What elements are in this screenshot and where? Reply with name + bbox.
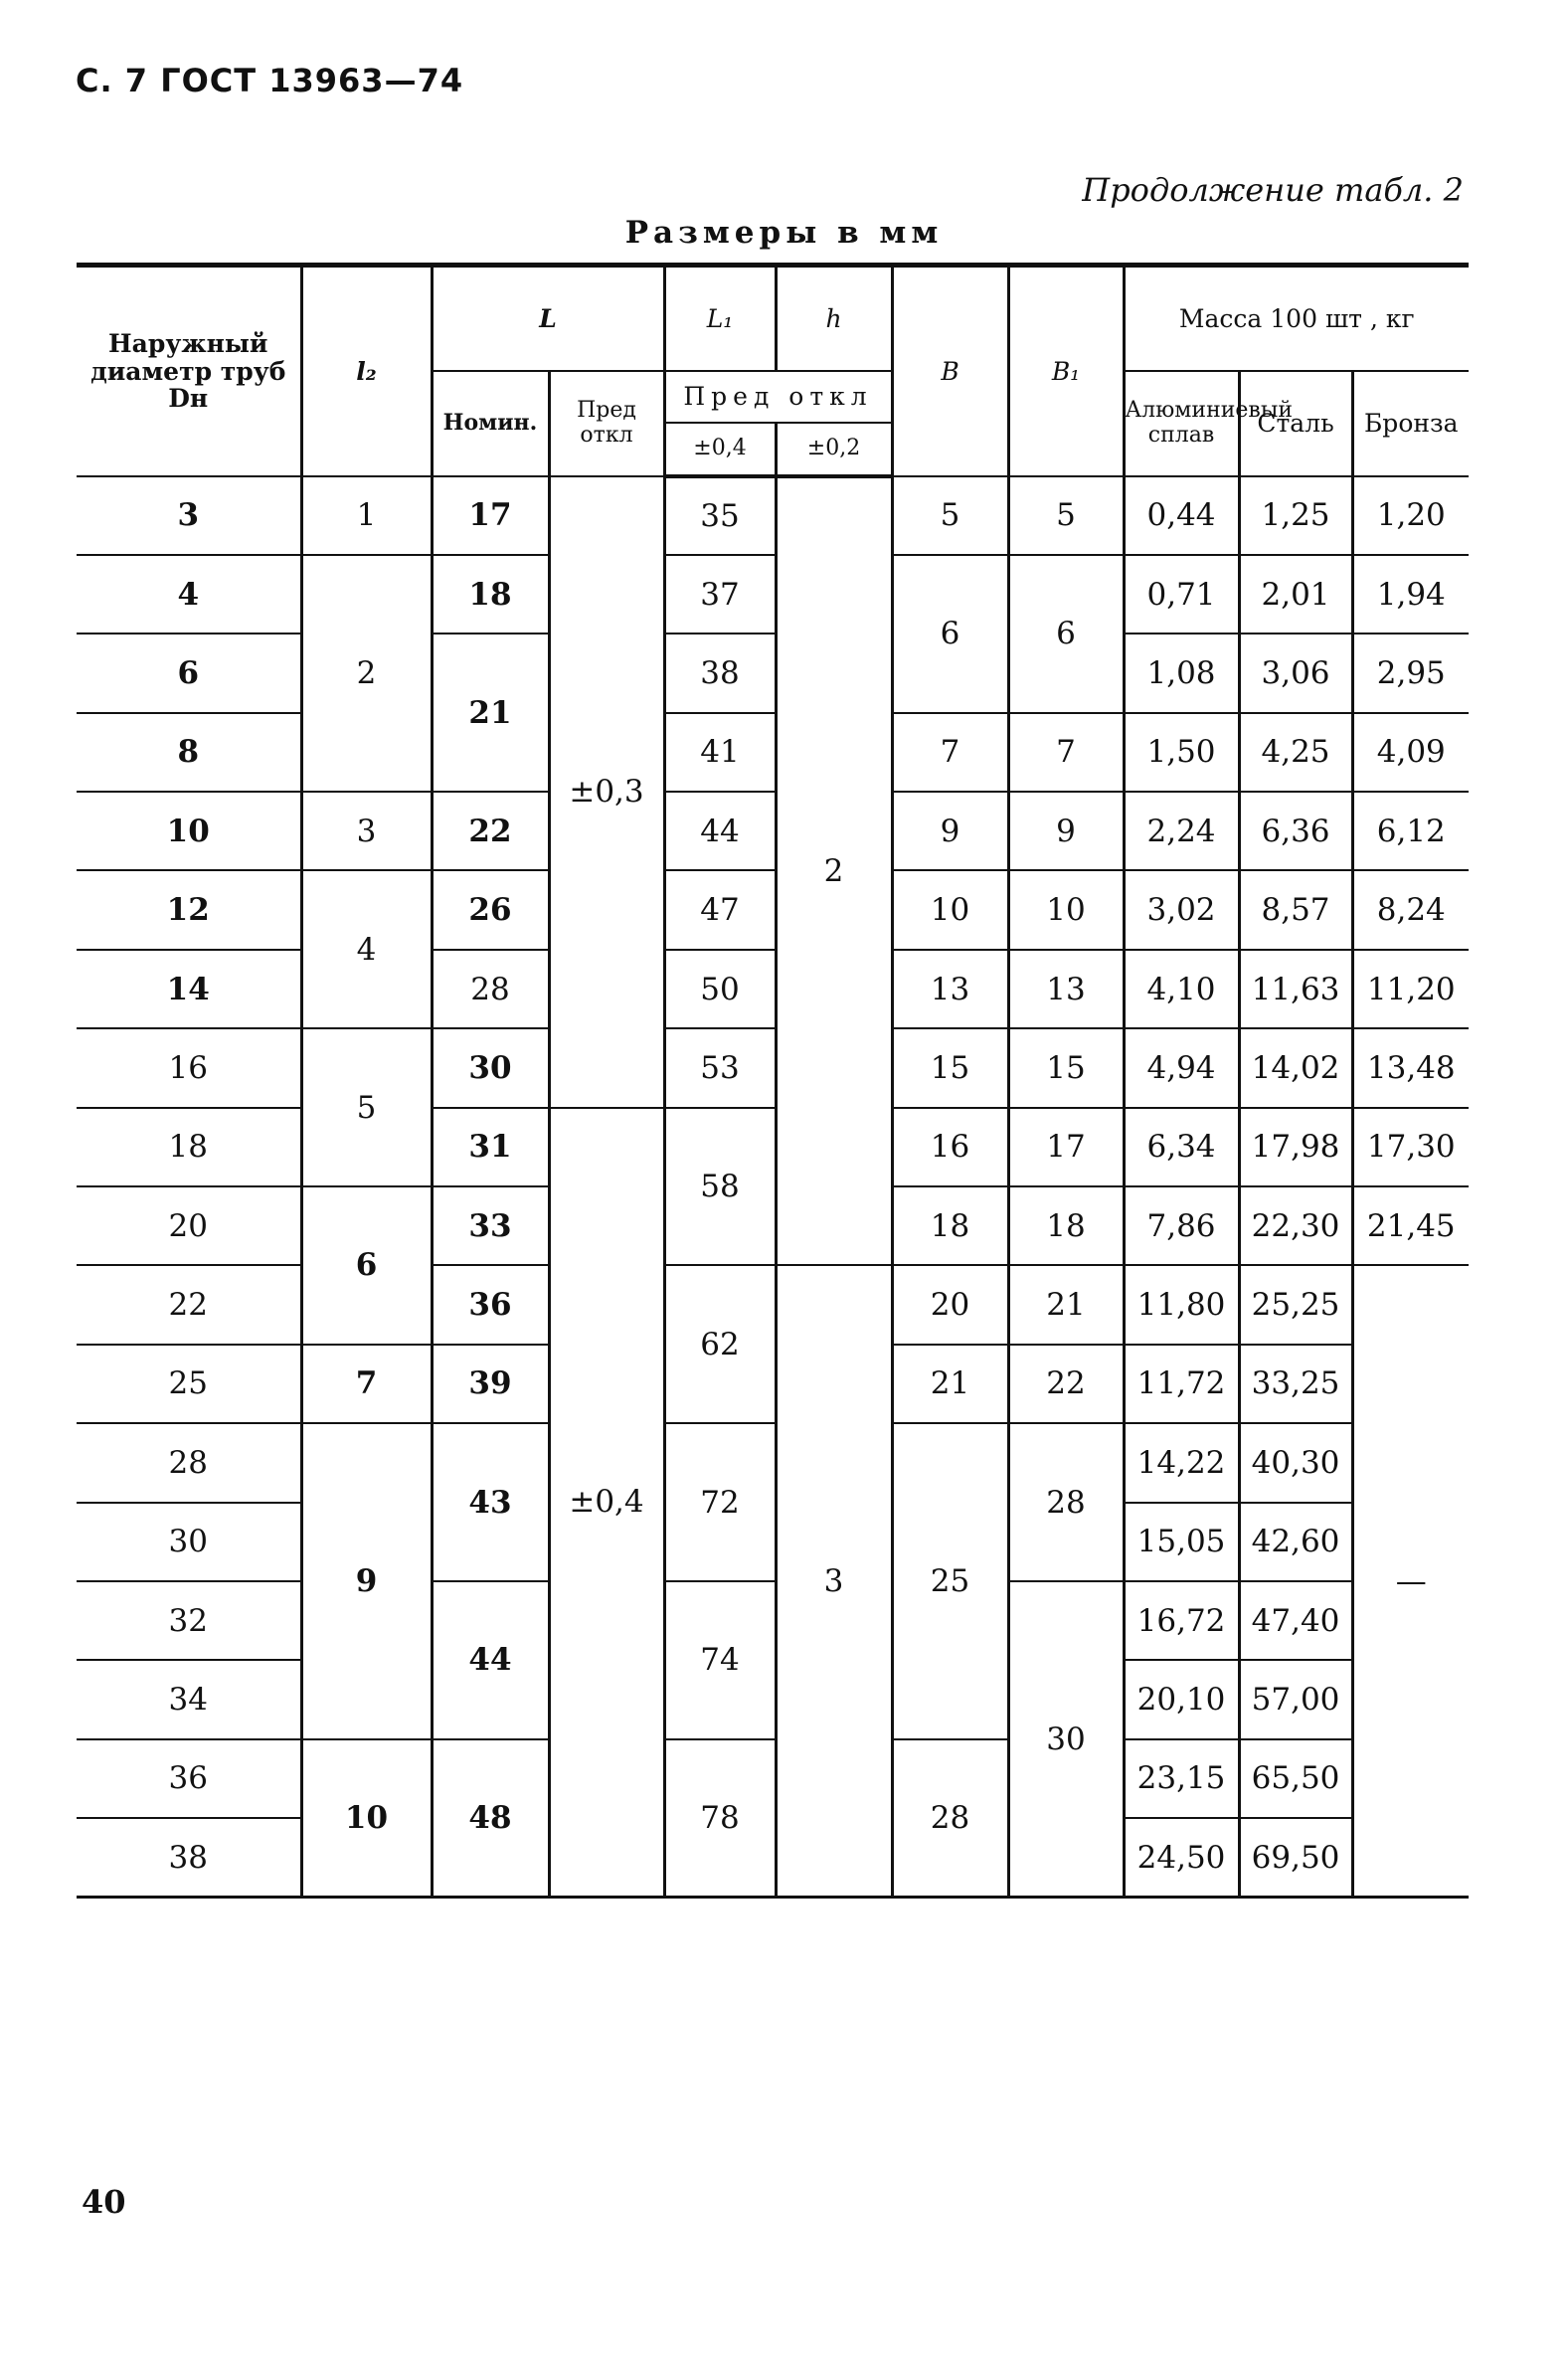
cell-outer-diameter: 4 <box>77 555 301 634</box>
cell-B1: 17 <box>1008 1108 1124 1186</box>
cell-l2: 1 <box>301 476 432 555</box>
cell-L1: 50 <box>664 950 776 1028</box>
cell-mass-aluminium: 0,71 <box>1124 555 1239 634</box>
cell-mass-bronze: 21,45 <box>1352 1186 1469 1265</box>
cell-mass-bronze: 11,20 <box>1352 950 1469 1028</box>
table-row <box>77 555 1469 634</box>
cell-B1: 21 <box>1008 1265 1124 1344</box>
cell-mass-aluminium: 11,72 <box>1124 1345 1239 1423</box>
cell-B1: 5 <box>1008 476 1124 555</box>
cell-outer-diameter: 34 <box>77 1660 301 1738</box>
cell-L-nominal: 39 <box>432 1345 549 1423</box>
table-row <box>77 1028 1469 1107</box>
cell-mass-steel: 33,25 <box>1239 1345 1352 1423</box>
table-row <box>77 1739 1469 1818</box>
table-continuation-label: Продолжение табл. 2 <box>1082 171 1464 209</box>
cell-outer-diameter: 25 <box>77 1345 301 1423</box>
dimensions-table <box>77 263 1469 1899</box>
cell-outer-diameter: 8 <box>77 713 301 792</box>
table-row <box>77 1265 1469 1344</box>
cell-outer-diameter: 38 <box>77 1818 301 1897</box>
table-row <box>77 1108 1469 1186</box>
dimensions-table-wrapper <box>77 263 1469 1899</box>
cell-L-nominal: 36 <box>432 1265 549 1344</box>
cell-L-nominal: 30 <box>432 1028 549 1107</box>
cell-mass-aluminium: 23,15 <box>1124 1739 1239 1818</box>
cell-mass-aluminium: 16,72 <box>1124 1581 1239 1660</box>
cell-l2: 10 <box>301 1739 432 1898</box>
cell-mass-aluminium: 6,34 <box>1124 1108 1239 1186</box>
cell-L1: 37 <box>664 555 776 634</box>
cell-outer-diameter: 16 <box>77 1028 301 1107</box>
cell-B: 15 <box>892 1028 1008 1107</box>
cell-B: 5 <box>892 476 1008 555</box>
cell-mass-steel: 40,30 <box>1239 1423 1352 1502</box>
cell-L1: 78 <box>664 1739 776 1898</box>
cell-L-deviation: ±0,4 <box>549 1108 664 1898</box>
cell-mass-aluminium: 24,50 <box>1124 1818 1239 1897</box>
cell-outer-diameter: 20 <box>77 1186 301 1265</box>
cell-mass-steel: 57,00 <box>1239 1660 1352 1738</box>
cell-mass-aluminium: 0,44 <box>1124 476 1239 555</box>
cell-B1: 13 <box>1008 950 1124 1028</box>
cell-B1: 10 <box>1008 870 1124 949</box>
cell-h: 3 <box>776 1265 892 1897</box>
cell-mass-aluminium: 4,10 <box>1124 950 1239 1028</box>
cell-L-nominal: 17 <box>432 476 549 555</box>
cell-mass-bronze: 8,24 <box>1352 870 1469 949</box>
header-L1: L₁ <box>664 266 776 371</box>
cell-mass-steel: 2,01 <box>1239 555 1352 634</box>
cell-mass-steel: 22,30 <box>1239 1186 1352 1265</box>
cell-L1: 38 <box>664 634 776 712</box>
cell-mass-steel: 4,25 <box>1239 713 1352 792</box>
cell-mass-aluminium: 1,50 <box>1124 713 1239 792</box>
cell-L-nominal: 26 <box>432 870 549 949</box>
cell-L1: 47 <box>664 870 776 949</box>
cell-mass-aluminium: 2,24 <box>1124 792 1239 870</box>
cell-outer-diameter: 10 <box>77 792 301 870</box>
cell-mass-bronze: 1,94 <box>1352 555 1469 634</box>
cell-B1: 22 <box>1008 1345 1124 1423</box>
cell-mass-bronze: 17,30 <box>1352 1108 1469 1186</box>
cell-B: 28 <box>892 1739 1008 1898</box>
cell-mass-steel: 65,50 <box>1239 1739 1352 1818</box>
cell-mass-steel: 1,25 <box>1239 476 1352 555</box>
cell-B1: 18 <box>1008 1186 1124 1265</box>
cell-mass-bronze: 2,95 <box>1352 634 1469 712</box>
cell-L-nominal: 31 <box>432 1108 549 1186</box>
cell-outer-diameter: 28 <box>77 1423 301 1502</box>
cell-L-nominal: 48 <box>432 1739 549 1898</box>
cell-B: 9 <box>892 792 1008 870</box>
cell-L-nominal: 28 <box>432 950 549 1028</box>
cell-B1: 28 <box>1008 1423 1124 1581</box>
cell-B1: 6 <box>1008 555 1124 713</box>
cell-mass-steel: 42,60 <box>1239 1503 1352 1581</box>
cell-mass-aluminium: 11,80 <box>1124 1265 1239 1344</box>
cell-B: 6 <box>892 555 1008 713</box>
cell-L-nominal: 21 <box>432 634 549 792</box>
table-row <box>77 950 1469 1028</box>
cell-L-nominal: 44 <box>432 1581 549 1739</box>
cell-L-nominal: 43 <box>432 1423 549 1581</box>
cell-B: 25 <box>892 1423 1008 1739</box>
cell-L1: 62 <box>664 1265 776 1423</box>
cell-h: 2 <box>776 476 892 1266</box>
cell-outer-diameter: 3 <box>77 476 301 555</box>
cell-l2: 6 <box>301 1186 432 1345</box>
cell-B: 10 <box>892 870 1008 949</box>
cell-mass-steel: 6,36 <box>1239 792 1352 870</box>
cell-outer-diameter: 6 <box>77 634 301 712</box>
cell-mass-aluminium: 1,08 <box>1124 634 1239 712</box>
cell-L1: 53 <box>664 1028 776 1107</box>
cell-l2: 9 <box>301 1423 432 1739</box>
cell-B: 21 <box>892 1345 1008 1423</box>
cell-mass-steel: 8,57 <box>1239 870 1352 949</box>
cell-mass-steel: 14,02 <box>1239 1028 1352 1107</box>
cell-l2: 7 <box>301 1345 432 1423</box>
cell-L1: 72 <box>664 1423 776 1581</box>
cell-mass-aluminium: 14,22 <box>1124 1423 1239 1502</box>
cell-B: 20 <box>892 1265 1008 1344</box>
cell-B: 13 <box>892 950 1008 1028</box>
header-h: h <box>776 266 892 371</box>
header-h-tolerance: ±0,2 <box>776 423 892 476</box>
cell-B: 16 <box>892 1108 1008 1186</box>
cell-outer-diameter: 12 <box>77 870 301 949</box>
cell-outer-diameter: 36 <box>77 1739 301 1818</box>
table-row <box>77 1423 1469 1502</box>
header-L1-tolerance: ±0,4 <box>664 423 776 476</box>
cell-mass-bronze: 13,48 <box>1352 1028 1469 1107</box>
cell-mass-steel: 69,50 <box>1239 1818 1352 1897</box>
table-row <box>77 476 1469 555</box>
cell-l2: 4 <box>301 870 432 1028</box>
cell-L1: 74 <box>664 1581 776 1739</box>
cell-mass-bronze: 6,12 <box>1352 792 1469 870</box>
cell-B: 7 <box>892 713 1008 792</box>
cell-mass-bronze: 4,09 <box>1352 713 1469 792</box>
cell-L-nominal: 18 <box>432 555 549 634</box>
cell-mass-aluminium: 4,94 <box>1124 1028 1239 1107</box>
header-mass: Масса 100 шт , кг <box>1124 266 1469 371</box>
cell-mass-steel: 17,98 <box>1239 1108 1352 1186</box>
cell-outer-diameter: 30 <box>77 1503 301 1581</box>
document-code: С. 7 ГОСТ 13963—74 <box>76 62 464 99</box>
header-B: B <box>892 266 1008 476</box>
cell-mass-steel: 3,06 <box>1239 634 1352 712</box>
table-row <box>77 713 1469 792</box>
cell-l2: 2 <box>301 555 432 792</box>
page-number: 40 <box>82 2183 126 2221</box>
header-L-deviation: Пред откл <box>549 371 664 476</box>
cell-B: 18 <box>892 1186 1008 1265</box>
header-mass-bronze: Бронза <box>1352 371 1469 476</box>
cell-B1: 30 <box>1008 1581 1124 1898</box>
cell-B1: 7 <box>1008 713 1124 792</box>
cell-mass-steel: 25,25 <box>1239 1265 1352 1344</box>
header-B1: B₁ <box>1008 266 1124 476</box>
cell-L1: 58 <box>664 1108 776 1266</box>
table-row <box>77 1581 1469 1660</box>
cell-l2: 5 <box>301 1028 432 1186</box>
cell-L-deviation: ±0,3 <box>549 476 664 1108</box>
header-L: L <box>432 266 664 371</box>
cell-L-nominal: 22 <box>432 792 549 870</box>
cell-B1: 9 <box>1008 792 1124 870</box>
cell-mass-aluminium: 20,10 <box>1124 1660 1239 1738</box>
header-L-nominal: Номин. <box>432 371 549 476</box>
table-row <box>77 870 1469 949</box>
cell-l2: 3 <box>301 792 432 870</box>
header-outer-diameter: Наружный диаметр труб Dн <box>77 266 301 476</box>
cell-L1: 41 <box>664 713 776 792</box>
cell-L1: 44 <box>664 792 776 870</box>
cell-L-nominal: 33 <box>432 1186 549 1265</box>
header-limit-deviation: Пред откл <box>664 371 892 423</box>
table-row <box>77 792 1469 870</box>
cell-outer-diameter: 22 <box>77 1265 301 1344</box>
header-mass-aluminium: Алюминиевый сплав <box>1124 371 1239 476</box>
cell-mass-aluminium: 7,86 <box>1124 1186 1239 1265</box>
header-mass-steel: Сталь <box>1239 371 1352 476</box>
cell-outer-diameter: 18 <box>77 1108 301 1186</box>
cell-outer-diameter: 32 <box>77 1581 301 1660</box>
cell-mass-bronze: — <box>1352 1265 1469 1897</box>
cell-mass-aluminium: 15,05 <box>1124 1503 1239 1581</box>
cell-mass-aluminium: 3,02 <box>1124 870 1239 949</box>
table-row <box>77 634 1469 712</box>
header-l2: l₂ <box>301 266 432 476</box>
cell-mass-steel: 11,63 <box>1239 950 1352 1028</box>
cell-L1: 35 <box>664 476 776 555</box>
cell-B1: 15 <box>1008 1028 1124 1107</box>
cell-outer-diameter: 14 <box>77 950 301 1028</box>
cell-mass-steel: 47,40 <box>1239 1581 1352 1660</box>
units-caption: Размеры в мм <box>624 215 944 251</box>
cell-mass-bronze: 1,20 <box>1352 476 1469 555</box>
